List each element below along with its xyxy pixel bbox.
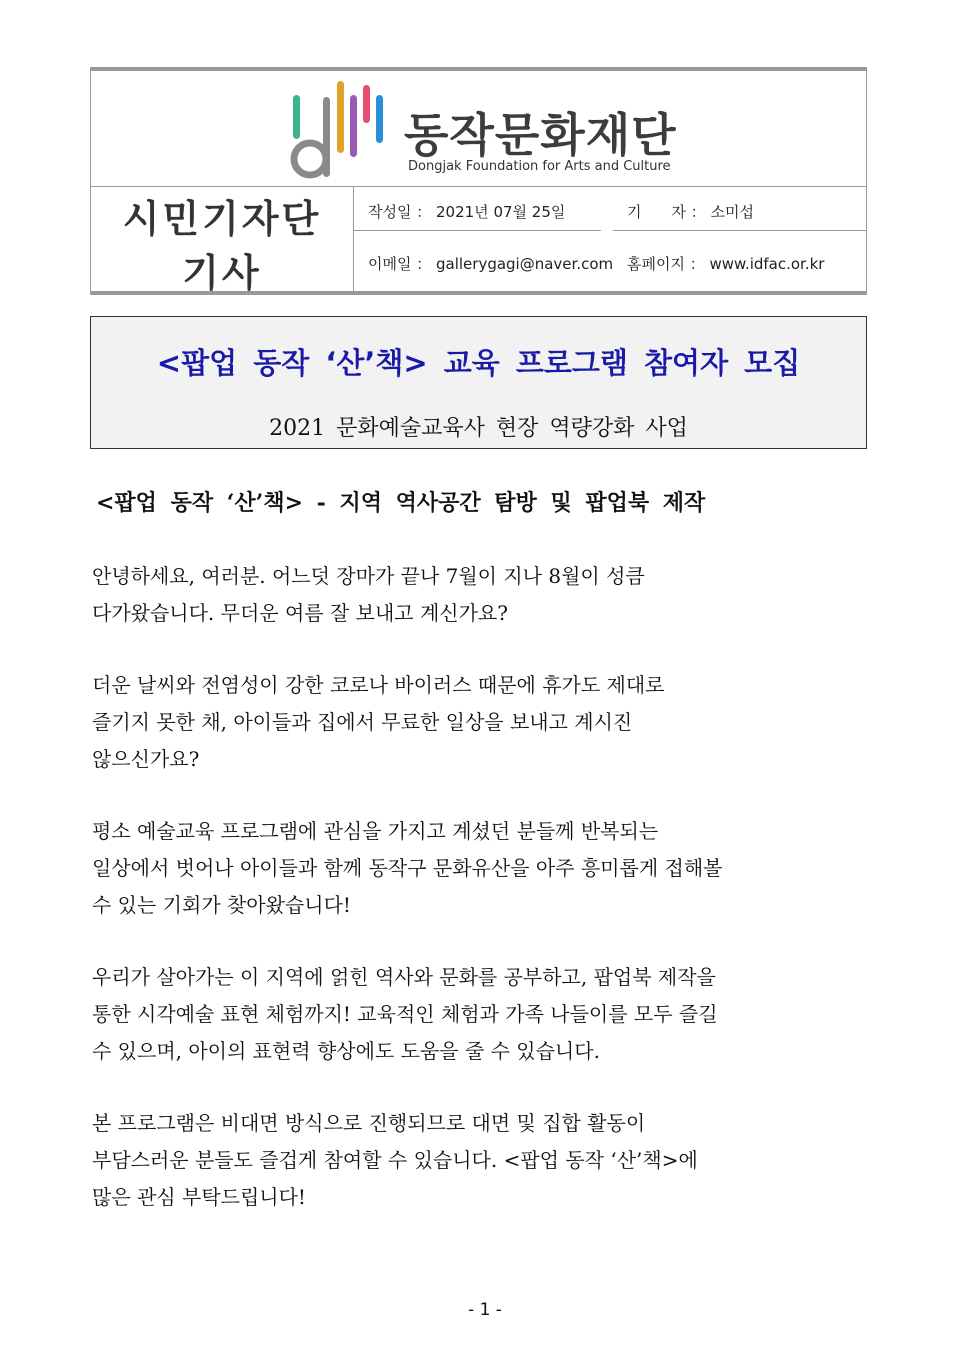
meta-divider	[613, 230, 867, 231]
org-name: 동작문화재단	[404, 108, 677, 162]
paragraph	[92, 1105, 872, 1216]
homepage-field: 홈페이지 ： www.idfac.or.kr	[627, 255, 825, 273]
foundation-logo-icon	[288, 77, 392, 182]
article-header	[90, 67, 867, 295]
paragraph	[92, 959, 872, 1070]
label-line2: 기사	[182, 251, 262, 295]
paragraph-line: 수 있으며, 아이의 표현력 향상에도 도움을 줄 수 있습니다.	[92, 1039, 600, 1063]
paragraph-line: 우리가 살아가는 이 지역에 얽힌 역사와 문화를 공부하고, 팝업북 제작을	[92, 965, 716, 989]
paragraph-line: 다가왔습니다. 무더운 여름 잘 보내고 계신가요?	[92, 601, 508, 625]
paragraph-line: 통한 시각예술 표현 체험까지! 교육적인 체험과 가족 나들이를 모두 즐길	[92, 1002, 718, 1026]
paragraph	[92, 667, 872, 778]
section-heading: <팝업 동작 ‘산’책> - 지역 역사공간 탐방 및 팝업북 제작	[96, 490, 706, 516]
paragraph-line: 수 있는 기회가 찾아왔습니다!	[92, 893, 351, 917]
paragraph	[92, 558, 872, 632]
article-subtitle: 2021 문화예술교육사 현장 역량강화 사업	[269, 416, 688, 441]
paragraph-line: 부담스러운 분들도 즐겁게 참여할 수 있습니다. <팝업 동작 ‘산’책>에	[92, 1148, 698, 1172]
reporter-field: 기 자 ： 소미섭	[627, 203, 754, 221]
logo-area	[91, 71, 866, 187]
article-type-label	[91, 186, 354, 295]
label-line1: 시민기자단	[122, 197, 322, 241]
meta-divider	[353, 230, 601, 231]
paragraph-line: 안녕하세요, 여러분. 어느덧 장마가 끝나 7월이 지나 8월이 성큼	[92, 564, 645, 588]
paragraph-line: 많은 관심 부탁드립니다!	[92, 1185, 306, 1209]
paragraph-line: 평소 예술교육 프로그램에 관심을 가지고 계셨던 분들께 반복되는	[92, 819, 659, 843]
email-field: 이메일 ： gallerygagi@naver.com	[368, 255, 614, 273]
paragraph-line: 일상에서 벗어나 아이들과 함께 동작구 문화유산을 아주 흥미롭게 접해볼	[92, 856, 723, 880]
page-number: - 1 -	[468, 1300, 502, 1320]
article-title: <팝업 동작 ‘산’책> 교육 프로그램 참여자 모집	[156, 346, 801, 380]
org-name-en: Dongjak Foundation for Arts and Culture	[408, 159, 671, 174]
paragraph-line: 즐기지 못한 채, 아이들과 집에서 무료한 일상을 보내고 계시진	[92, 710, 633, 734]
paragraph-line: 본 프로그램은 비대면 방식으로 진행되므로 대면 및 집합 활동이	[92, 1111, 646, 1135]
paragraph	[92, 813, 872, 924]
date-field: 작성일 ： 2021년 07월 25일	[368, 203, 566, 221]
paragraph-line: 더운 날씨와 전염성이 강한 코로나 바이러스 때문에 휴가도 제대로	[92, 673, 665, 697]
title-box	[90, 316, 867, 449]
paragraph-line: 않으신가요?	[92, 747, 200, 771]
